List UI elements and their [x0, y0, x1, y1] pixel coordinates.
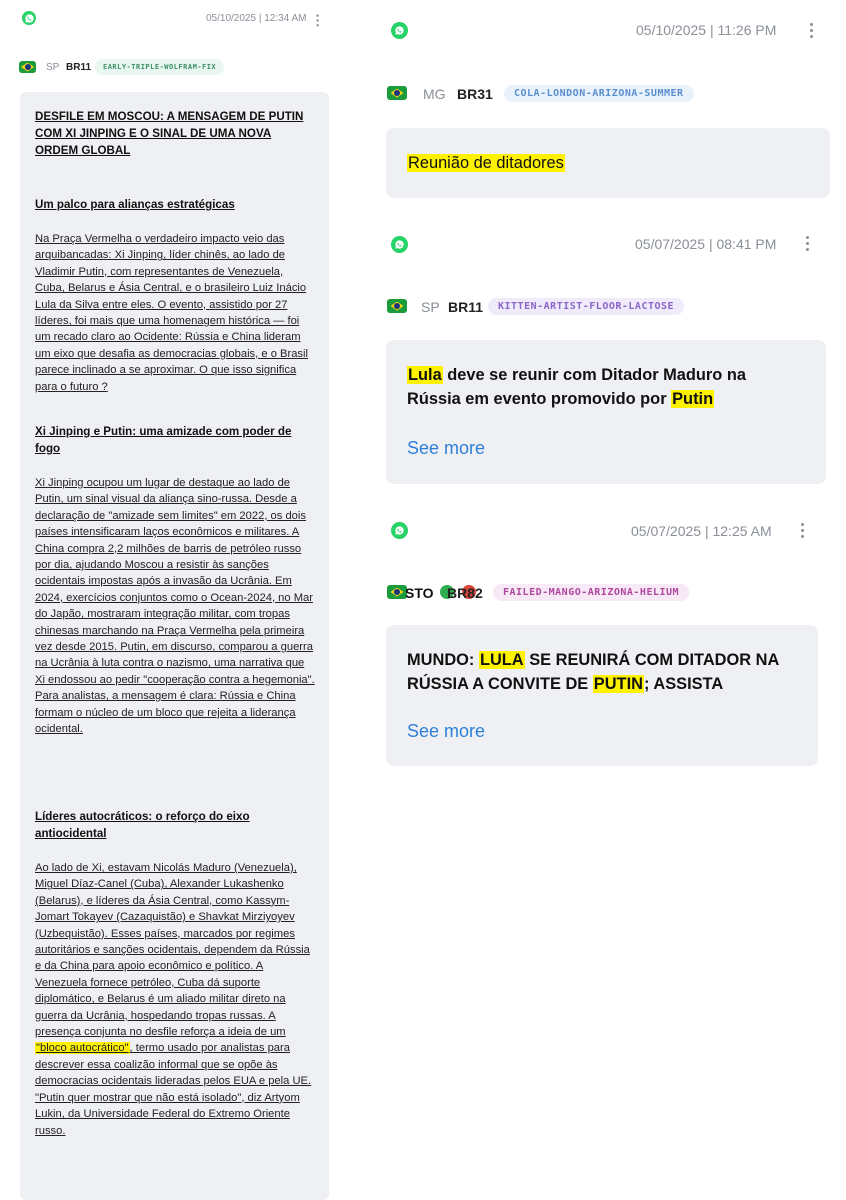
whatsapp-icon: [22, 11, 36, 25]
highlighted-term: Reunião de ditadores: [408, 154, 564, 172]
brazil-flag-icon: [387, 299, 407, 313]
post-timestamp: 05/07/2025 | 12:25 AM: [631, 523, 772, 539]
whatsapp-icon: [391, 522, 408, 539]
highlighted-term: Lula: [408, 366, 442, 384]
highlighted-term: "bloco autocrático": [36, 1042, 129, 1055]
channel-tag: KITTEN-ARTIST-FLOOR-LACTOSE: [488, 298, 684, 315]
more-options-icon[interactable]: [806, 236, 810, 251]
highlighted-term: LULA: [479, 651, 524, 669]
whatsapp-icon: [391, 236, 408, 253]
more-options-icon[interactable]: [316, 15, 319, 27]
state-label: SP: [46, 62, 60, 73]
channel-tag: EARLY-TRIPLE-WOLFRAM-FIX: [95, 59, 224, 75]
article-paragraph: Na Praça Vermelha o verdadeiro impacto veio das arquibancadas: Xi Jinping, líder chinês, ao lado de Vladimir Putin, com representantes de Venezuela, Cuba, Belarus e Ásia Central, e o brasileiro Luiz Inácio Lula da Silva entre eles. O evento, assistido por 27 líderes, foi mais que uma homenagem histórica — foi um recado claro ao Ocidente: Rússia e China lideram um eixo que desafia as democracias globais, e o Brasil parece inclinado a se aproximar. O que isso significa para o futuro ?: [35, 233, 308, 393]
post-timestamp: 05/07/2025 | 08:41 PM: [635, 236, 777, 252]
channel-code: BR82: [447, 585, 483, 601]
article-title: DESFILE EM MOSCOU: A MENSAGEM DE PUTIN COM XI JINPING E O SINAL DE UMA NOVA ORDEM GLOBAL: [35, 110, 304, 157]
post-timestamp: 05/10/2025 | 11:26 PM: [636, 22, 777, 38]
highlighted-term: Putin: [672, 390, 714, 408]
more-options-icon[interactable]: [810, 23, 814, 38]
brazil-flag-icon: [387, 585, 407, 599]
article-paragraph: Xi Jinping ocupou um lugar de destaque ao lado de Putin, um sinal visual da aliança sino-russa. Desde a declaração de "amizade sem limites" em 2022, os dois países intensificaram laços econômicos e militares. A China compra 2,2 milhões de barris de petróleo russo por dia, ajudando Moscou a resistir às sanções ocidentais impostas após a invasão da Ucrânia. Em 2024, exercícios conjuntos como o Ocean-2024, no Mar do Japão, mostraram integração militar, com tropas chinesas marchando na Praça Vermelha pela primeira vez desde 2015. Putin, em discurso, comparou a guerra na Ucrânia à luta contra o nazismo, uma narrativa que Xi endossou ao pedir "cooperação contra a hegemonia". Para analistas, a mensagem é clara: Rússia e China formam o núcleo de um bloco que rejeita a liderança ocidental.: [35, 477, 315, 736]
post-title: MUNDO: LULA SE REUNIRÁ COM DITADOR NA RÚSSIA A CONVITE DE PUTIN; ASSISTA: [407, 651, 779, 693]
state-label: SP: [421, 299, 440, 315]
channel-tag: FAILED-MANGO-ARIZONA-HELIUM: [493, 584, 689, 601]
state-label: STO: [405, 585, 434, 601]
highlighted-term: PUTIN: [593, 675, 643, 693]
whatsapp-icon: [391, 22, 408, 39]
channel-code: BR11: [66, 62, 92, 73]
channel-code: BR11: [448, 299, 484, 315]
brazil-flag-icon: [19, 61, 36, 73]
see-more-link[interactable]: See more: [407, 438, 486, 458]
channel-code: BR31: [457, 86, 493, 102]
post-title: [407, 151, 565, 175]
message-card: [386, 340, 826, 484]
article-paragraph: Ao lado de Xi, estavam Nicolás Maduro (Venezuela), Miguel Díaz-Canel (Cuba), Alexander Lukashenko (Belarus), e líderes da Ásia Central, como Kassym-Jomart Tokayev (Cazaquistão) e Shavkat Mirziyoyev (Uzbequistão). Esses países, marcados por regimes autoritários e sanções ocidentais, dependem da Rússia e da China para apoio econômico e político. A Venezuela fornece petróleo, Cuba dá suporte diplomático, e Belarus é um aliado militar direto na guerra da Ucrânia, hospedando tropas russas. A presença conjunta no desfile reforça a ideia de um "bloco autocrático", termo usado por analistas para descrever essa coalizão informal que se opõe às democracias ocidentais lideradas pelos EUA e pela UE. "Putin quer mostrar que não está isolado", diz Artyom Lukin, da Universidade Federal do Extremo Oriente russo.: [35, 862, 312, 1137]
section-heading: Líderes autocráticos: o reforço do eixo antiocidental: [35, 810, 250, 840]
channel-tag: COLA-LONDON-ARIZONA-SUMMER: [504, 85, 694, 102]
state-label: MG: [423, 86, 446, 102]
section-heading: Um palco para alianças estratégicas: [35, 198, 235, 211]
see-more-link[interactable]: See more: [407, 721, 486, 741]
more-options-icon[interactable]: [801, 523, 805, 538]
post-title: Lula deve se reunir com Ditador Maduro na Rússia em evento promovido por Putin: [407, 366, 747, 408]
brazil-flag-icon: [387, 86, 407, 100]
post-timestamp: 05/10/2025 | 12:34 AM: [206, 13, 307, 24]
section-heading: Xi Jinping e Putin: uma amizade com poder de fogo: [35, 425, 292, 455]
